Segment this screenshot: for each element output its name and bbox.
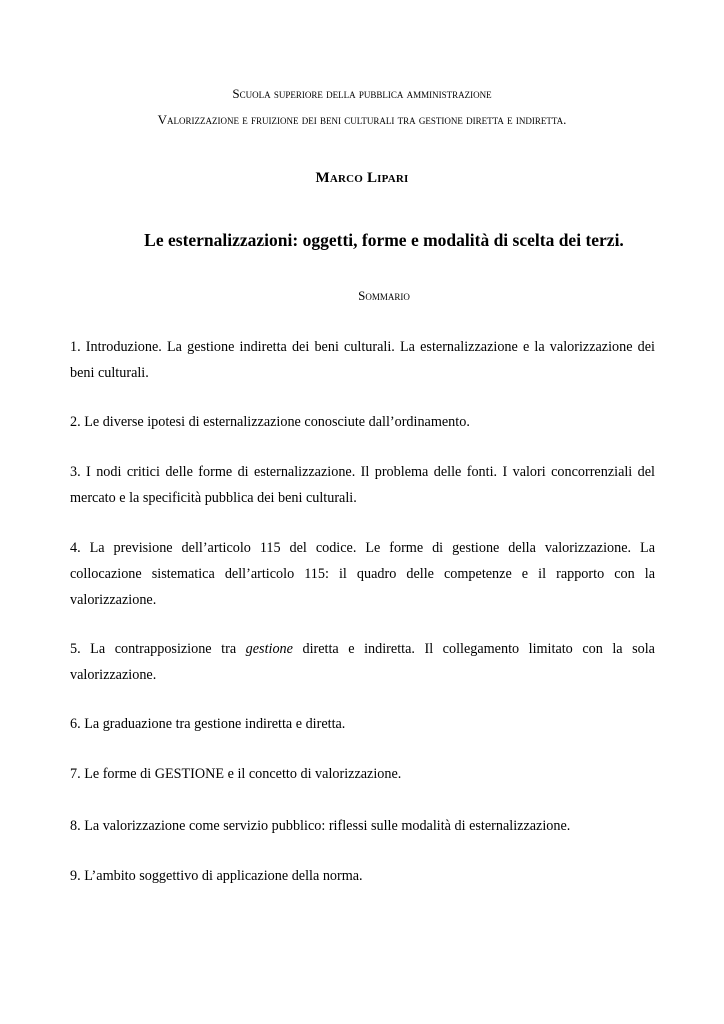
- summary-heading: Sommario: [358, 288, 410, 303]
- summary-item-7: 7. Le forme di GESTIONE e il concetto di valorizzazione.: [70, 766, 402, 782]
- summary-item-5-italic: gestione: [245, 641, 293, 657]
- summary-item-8: 8. La valorizzazione come servizio pubblico: riflessi sulle modalità di esternalizzazione.: [70, 818, 571, 834]
- author-name: Marco Lipari: [315, 170, 409, 186]
- summary-item-9: 9. L’ambito soggettivo di applicazione della norma.: [70, 868, 363, 884]
- summary-item-5-start: 5. La contrapposizione tra: [70, 641, 246, 657]
- institution-header: Scuola superiore della pubblica amministrazione: [232, 86, 492, 101]
- summary-item-4: 4. La previsione dell’articolo 115 del codice. Le forme di gestione della valorizzazione. La collocazione sistematica dell’articolo 115: il quadro delle competenze e il rapporto con la valorizzazione.: [70, 540, 655, 608]
- summary-item-5-end: diretta e indiretta. Il collegamento limitato con la sola valorizzazione.: [70, 641, 655, 683]
- summary-item-1: 1. Introduzione. La gestione indiretta dei beni culturali. La esternalizzazione e la valorizzazione dei beni culturali.: [70, 339, 655, 381]
- summary-item-6: 6. La graduazione tra gestione indiretta e diretta.: [70, 716, 346, 732]
- document-title: Le esternalizzazioni: oggetti, forme e modalità di scelta dei terzi.: [144, 230, 624, 250]
- summary-item-3: 3. I nodi critici delle forme di esternalizzazione. Il problema delle fonti. I valori concorrenziali del mercato e la specificità pubblica dei beni culturali.: [70, 464, 655, 506]
- summary-item-2: 2. Le diverse ipotesi di esternalizzazione conosciute dall’ordinamento.: [70, 414, 470, 430]
- course-header: Valorizzazione e fruizione dei beni culturali tra gestione diretta e indiretta.: [157, 112, 567, 127]
- summary-item-5: [70, 636, 655, 688]
